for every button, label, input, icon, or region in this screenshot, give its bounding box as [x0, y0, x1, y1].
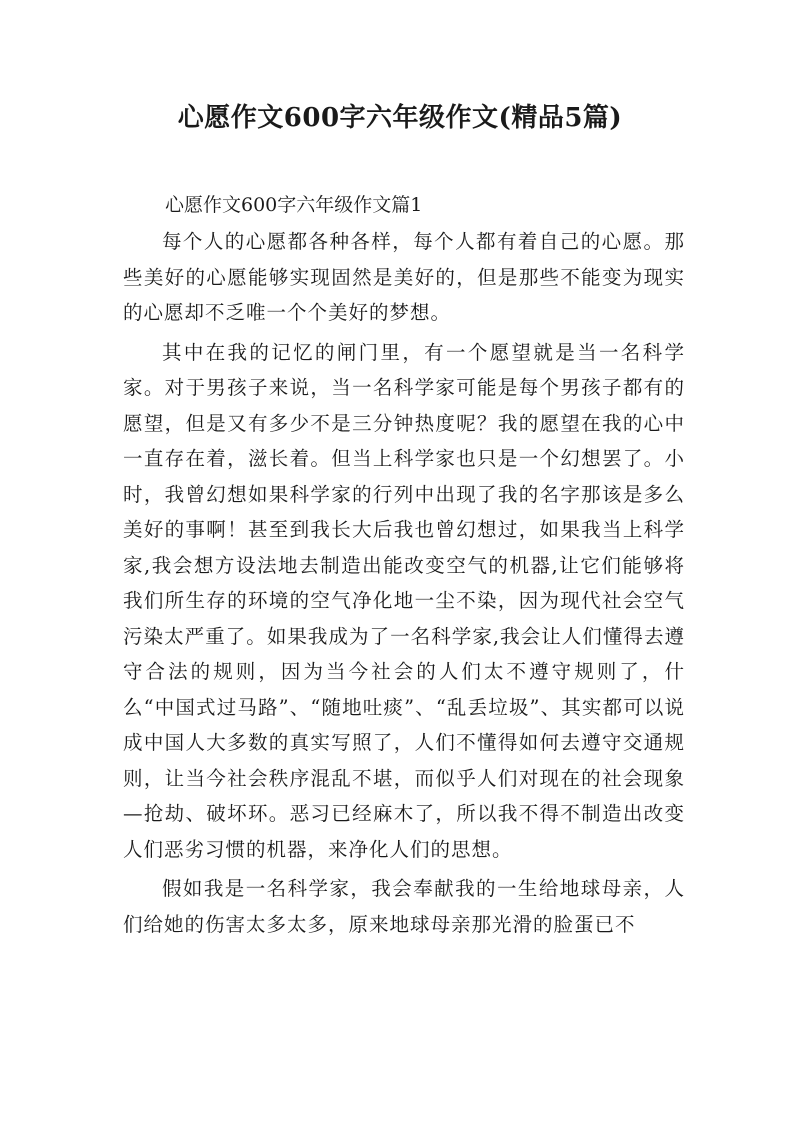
- document-body: [123, 186, 685, 942]
- paragraph-2: 其中在我的记忆的闸门里，有一个愿望就是当一名科学家。对于男孩子来说，当一名科学家可能是每个男孩子都有的愿望，但是又有多少不是三分钟热度呢？我的愿望在我的心中一直存在着，滋长着。但当上科学家也只是一个幻想罢了。小时，我曾幻想如果科学家的行列中出现了我的名字那该是多么美好的事啊！甚至到我长大后我也曾幻想过，如果我当上科学家,我会想方设法地去制造出能改变空气的机器,让它们能够将我们所生存的环境的空气净化地一尘不染，因为现代社会空气污染太严重了。如果我成为了一名科学家,我会让人们懂得去遵守合法的规则，因为当今社会的人们太不遵守规则了，什么“中国式过马路”、“随地吐痰”、“乱丢垃圾”、其实都可以说成中国人大多数的真实写照了，人们不懂得如何去遵守交通规则，让当今社会秩序混乱不堪，而似乎人们对现在的社会现象—抢劫、破坏环。恶习已经麻木了，所以我不得不制造出改变人们恶劣习惯的机器，来净化人们的思想。: [123, 340, 685, 861]
- section-heading: 心愿作文600字六年级作文篇1: [165, 194, 423, 216]
- document-title: 心愿作文600字六年级作文(精品5篇): [177, 103, 623, 133]
- paragraph-3: 假如我是一名科学家，我会奉献我的一生给地球母亲，人们给她的伤害太多太多，原来地球母亲那光滑的脸蛋已不: [123, 877, 685, 936]
- paragraph-1: 每个人的心愿都各种各样，每个人都有着自己的心愿。那些美好的心愿能够实现固然是美好的，但是那些不能变为现实的心愿却不乏唯一个个美好的梦想。: [123, 230, 685, 324]
